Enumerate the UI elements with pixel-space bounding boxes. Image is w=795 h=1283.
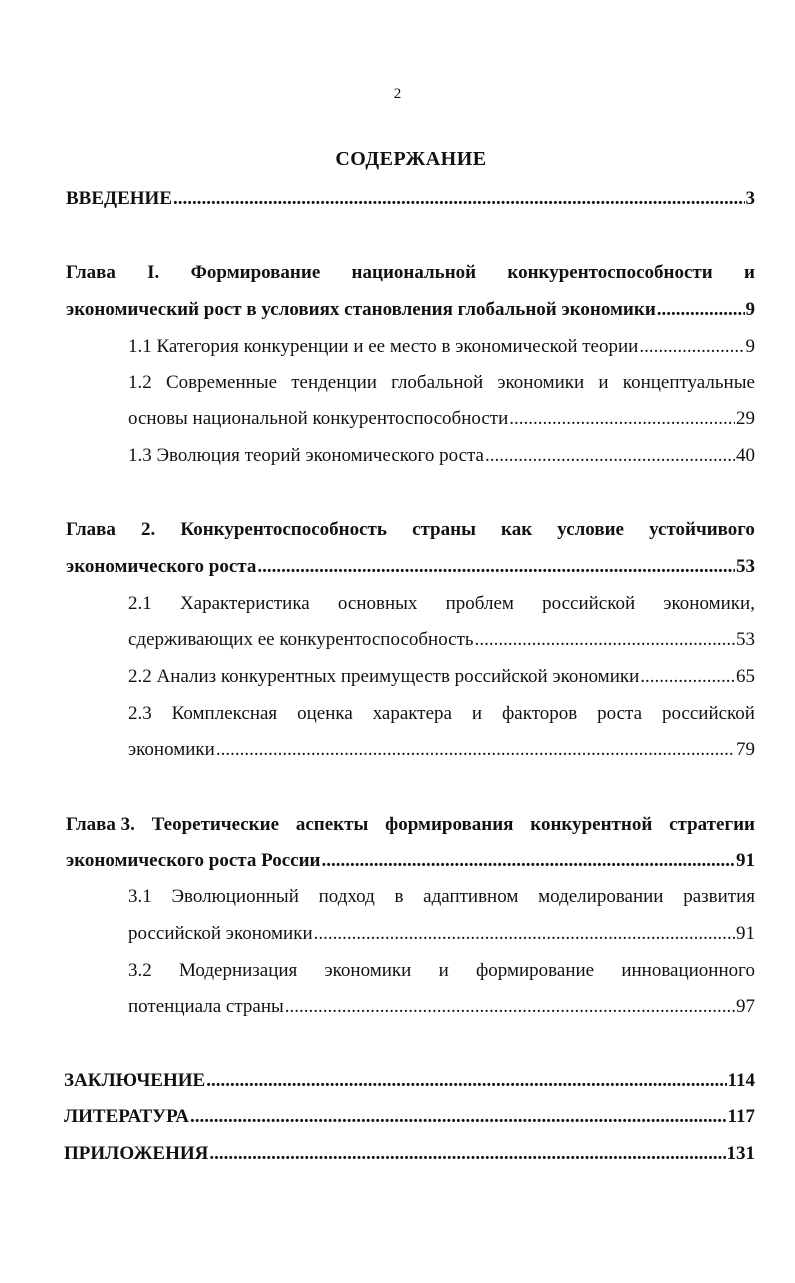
word: Современные: [165, 372, 278, 393]
page-ref: 91: [736, 850, 755, 871]
word: развития: [683, 886, 755, 907]
word: основных: [337, 593, 418, 614]
word: характера: [372, 703, 452, 724]
word: Модернизация: [178, 960, 298, 981]
word: концептуальные: [622, 372, 755, 393]
word: 2.: [141, 519, 156, 540]
toc-entry-chapter-1[interactable]: [66, 297, 755, 323]
page-ref: 9: [745, 336, 755, 357]
word: оценка: [297, 703, 353, 724]
word: инновационного: [621, 960, 755, 981]
dot-leader: [173, 186, 745, 212]
entry-label: основы национальной конкурентоспособности: [128, 408, 509, 429]
toc-entry-3-1-line1: [128, 884, 755, 910]
word: Глава 3.: [66, 814, 135, 835]
entry-label: ЗАКЛЮЧЕНИЕ: [64, 1070, 206, 1091]
entry-label: ЛИТЕРАТУРА: [64, 1106, 190, 1127]
word: конкурентоспособности: [507, 262, 713, 283]
word: Эволюционный: [171, 886, 299, 907]
toc-entry-1-3[interactable]: [128, 443, 755, 469]
toc-entry-chapter-3[interactable]: [66, 848, 755, 874]
word: моделировании: [538, 886, 664, 907]
word: формирование: [475, 960, 595, 981]
entry-label: экономического роста: [66, 556, 257, 577]
entry-label: экономического роста России: [66, 850, 321, 871]
word: страны: [412, 519, 476, 540]
dot-leader: [639, 334, 744, 360]
dot-leader: [485, 443, 735, 469]
word: конкурентной: [530, 814, 653, 835]
word: экономики: [497, 372, 585, 393]
dot-leader: [640, 664, 735, 690]
entry-label: экономический рост в условиях становления глобальной экономики: [66, 299, 656, 320]
toc-entry-2-2[interactable]: [128, 664, 755, 690]
page-ref: 79: [736, 739, 755, 760]
page-ref: 29: [736, 408, 755, 429]
chapter-3-heading: [66, 812, 755, 838]
word: в: [394, 886, 404, 907]
page-ref: 9: [745, 299, 755, 320]
toc-entry-3-2[interactable]: [128, 994, 755, 1020]
page-ref: 97: [736, 996, 755, 1017]
toc-entry-appendices[interactable]: [64, 1141, 755, 1167]
entry-label: потенциала страны: [128, 996, 284, 1017]
word: как: [501, 519, 533, 540]
dot-leader: [657, 297, 745, 323]
word: Формирование: [190, 262, 321, 283]
toc-entry-2-3-line1: [128, 701, 755, 727]
toc-entry-1-2-line1: [128, 370, 755, 396]
entry-label: 2.2 Анализ конкурентных преимуществ российской экономики: [128, 666, 640, 687]
word: национальной: [351, 262, 477, 283]
word: Глава: [66, 262, 116, 283]
word: Комплексная: [171, 703, 278, 724]
toc-entry-3-2-line1: [128, 958, 755, 984]
page-ref: 53: [736, 556, 755, 577]
word: и: [744, 262, 755, 283]
word: Характеристика: [179, 593, 310, 614]
entry-label: ВВЕДЕНИЕ: [66, 188, 172, 209]
dot-leader: [314, 921, 735, 947]
word: тенденции: [291, 372, 377, 393]
entry-label: российской экономики: [128, 923, 313, 944]
page-ref: 65: [736, 666, 755, 687]
word: Глава: [66, 519, 116, 540]
toc-entry-2-3[interactable]: [128, 737, 755, 763]
word: 3.1: [128, 886, 152, 907]
dot-leader: [257, 554, 735, 580]
dot-leader: [209, 1141, 725, 1167]
word: и: [471, 703, 483, 724]
toc-entry-chapter-2[interactable]: [66, 554, 755, 580]
dot-leader: [509, 406, 735, 432]
dot-leader: [475, 627, 735, 653]
word: и: [598, 372, 609, 393]
dot-leader: [216, 737, 735, 763]
page-number: 2: [393, 86, 402, 102]
toc-title: СОДЕРЖАНИЕ: [335, 148, 487, 170]
word: экономики,: [663, 593, 755, 614]
toc-entry-1-1[interactable]: [128, 334, 755, 360]
word: аспекты: [295, 814, 369, 835]
word: глобальной: [391, 372, 484, 393]
word: Теоретические: [151, 814, 280, 835]
entry-label: 1.1 Категория конкуренции и ее место в экономической теории: [128, 336, 639, 357]
chapter-1-heading: [66, 260, 755, 286]
page-ref: 40: [736, 445, 755, 466]
word: 1.2: [128, 372, 152, 393]
word: подход: [318, 886, 375, 907]
word: Конкурентоспособность: [180, 519, 387, 540]
word: российской: [661, 703, 755, 724]
page-ref: 3: [745, 188, 755, 209]
dot-leader: [285, 994, 735, 1020]
toc-entry-3-1[interactable]: [128, 921, 755, 947]
word: адаптивном: [423, 886, 519, 907]
word: российской: [542, 593, 636, 614]
entry-label: экономики: [128, 739, 215, 760]
dot-leader: [190, 1104, 727, 1130]
word: роста: [597, 703, 643, 724]
word: 2.1: [128, 593, 152, 614]
word: формирования: [385, 814, 514, 835]
page-ref: 117: [727, 1106, 755, 1127]
page-ref: 114: [727, 1070, 755, 1091]
word: проблем: [445, 593, 514, 614]
word: 2.3: [128, 703, 152, 724]
word: I.: [147, 262, 160, 283]
word: условие: [557, 519, 624, 540]
word: экономики: [324, 960, 412, 981]
entry-label: сдерживающих ее конкурентоспособность: [128, 629, 474, 650]
page-ref: 53: [736, 629, 755, 650]
toc-entry-introduction[interactable]: [66, 186, 755, 212]
page-ref: 131: [726, 1143, 755, 1164]
word: устойчивого: [649, 519, 755, 540]
toc-entry-2-1-line1: [128, 591, 755, 617]
entry-label: ПРИЛОЖЕНИЯ: [64, 1143, 209, 1164]
chapter-2-heading: [66, 517, 755, 543]
entry-label: 1.3 Эволюция теорий экономического роста: [128, 445, 484, 466]
dot-leader: [206, 1068, 726, 1094]
dot-leader: [322, 848, 735, 874]
word: стратегии: [669, 814, 755, 835]
toc-entry-2-1[interactable]: [128, 627, 755, 653]
word: факторов: [501, 703, 578, 724]
word: 3.2: [128, 960, 152, 981]
page-ref: 91: [736, 923, 755, 944]
toc-entry-1-2[interactable]: [128, 406, 755, 432]
word: и: [438, 960, 449, 981]
toc-entry-literature[interactable]: [64, 1104, 755, 1130]
toc-entry-conclusion[interactable]: [64, 1068, 755, 1094]
